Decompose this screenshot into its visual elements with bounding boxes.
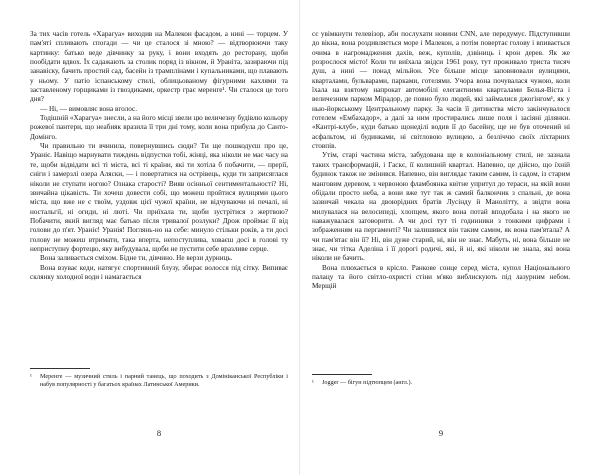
page-number: 8 (156, 428, 162, 438)
paragraph: За тих часів готель «Харагуа» виходив на Малекон фасадом, а нині — торцем. У пам'яті спливають спогади — чи це сталося зі мною? — відтворюючи таку картинку: батько веде дівчинку за руку, і вони входять до ресторану, щоби пообідати вдвох. Їх садажають за столик поряд із вікном, й Ураніта, зазираючи під занавіску, бачить простий сад, басейн із трамплінами і купальниками, що плавають у ньому. У патіо іспанському стилі, облицьованому фігурними кахлями та заставленому горщиками із гвоздиками, оркестр грає меренге¹. Чи сталося це того дня? (30, 30, 288, 104)
footnote-marker: ¹ (312, 379, 314, 386)
paragraph: Тодішній «Харагуа» знесли, а на його місці звели цю величезну будівлю кольору рожевої пантери, що неабияк вразила її три дні тому, коли вона прибула до Санто-Домінго. (30, 114, 288, 141)
right-footnote-block (312, 374, 570, 387)
footnote (30, 373, 288, 389)
page-number: 9 (438, 428, 444, 438)
footnote-rule (30, 368, 90, 369)
page-gutter (299, 0, 300, 475)
right-page-body (312, 30, 570, 292)
footnote-text: Меренге — музичний стиль і парний танець, що походить з Домініканської Республіки і набув популярності у багатьох країнах Латинської Америки. (40, 373, 288, 389)
footnote-text: Jogger — бігун підтюпцем (англ.). (322, 379, 413, 386)
paragraph: сє увімкнути телевізор, аби послухати новини CNN, але передумує. Підступивши до вікна, вона роздивляється море і Малекон, а потім повертає голову і впивається очима в нагромадження дахів, веж, куполів, дзвіниць і крон дерев. Як же розрослося місто! Коли ти виїхала звідси 1961 року, тут проживало триста тисяч душ, а нині — понад мільйон. Усе більше місце заповнювали вулицями, кварталами, бульварами, парками, готелями. Учора вона почувалася чужою, коли їхала на взятому напрокат автомобілі елегантними кварталами Белья-Віста і величезним парком Мірадор, де повно було людей, які займалися джогінгом¹, як у нью-йоркському Центральному парку. За часів її дитинства місто закінчувалося готелем «Ембахадор», а далі за ним простирались лише поля і засіяні ділянки. «Кантрі-клуб», куди батько щонеділі водив її до басейну, ще не був оточений ні асфальтом, ні будинками, ні світловою вулицею, а безліччю своїх ліхтарних стовпів. (312, 30, 570, 151)
footnote-marker: ¹ (30, 373, 32, 380)
left-page (30, 30, 288, 470)
paragraph: Вона заливається сміхом. Бідне ти, дівчино. Не верзи дурниць. (40, 254, 233, 263)
right-page (312, 30, 570, 470)
footnote (312, 379, 570, 387)
paragraph: Вона плюхається в крісло. Ранкове сонце серед міста, купол Національного палацу та його світло-охристі стіни м'яко виблискують під лазурним небом. Мерщій (312, 263, 570, 291)
paragraph: Чи правильно ти вчинила, повернувшись сюди? Ти ще пошкодуєш про це, Ураніє. Навіщо марнувати тиждень відпустки тобі, жінці, яка ніколи не має часу на те, щоби відвідати всі ті міста, всі ті країни, які ти хотіла б побачити, — прерії, сніги і замерзлі озера Аляски, — і повертатися на острівець, куди ти заприсяглася ніколи не ступати ногою? Ознака старості? Вияв осінньої сентиментальності? Ні, звичайна цікавість. Ти хочеш довести собі, що можеш пройтися вулицями цього міста, що вже не є твоїм, уздовж цієї чужої країни, не відчуваючи ні печалі, ні ностальгії, ні огиди, ні люті. Чи приїхала ти, щоби зустрітися з жертвою? Побачити, який вигляд має батько після тривалої розлуки? Дрож проймає її від голови до п'ят. Ураніє! Уранія! Поглянь-но на себе: минуло стільки років, а ти досі голову не можеш втримати, така вперта, непоступлива, ховаєш досі в голові ту неприступну фортецю, яку вибудувала, щоби не пустити себе вразливе серце. (30, 142, 288, 253)
paragraph: Утім, старі частина міста, забудована ще в колоніальному стилі, не зазнала таких трансформацій, і Гаскє, її колишній квартал. Напевно, це дійсно, що їхній будинок також не змінився. Напевно, він виглядає таким самим, із садом, із старим манговим деревом, з червоною фламбоянка квітне упритул до тераси, на якій вони обідали просто неба, а вони вже тут так ж самий балкончик з спальні, де вона зазвичай чекала на двоюрідних братів Лусінду й Манолітту, а звідти вона милувалася на велосипеді, хлопцем, якого вона потай вподобала і на якого не наважувалася заговорити. А чи досі тут ті годинники з тонкими цифрами і зображенням на пергаменті? Чи залишився він таким самим, як вона пам'ятала? А чи пам'ятає він її? Ні, він дуже старий, ні, він не знає. Мабуть, ні, вона більше не знає, чи тітка Аделіна і її дорогі родичі, які, й ні, які ніколи не знала, які вона ніколи не бачить. (312, 151, 570, 263)
left-footnote-block (30, 368, 288, 389)
paragraph: — Ні, — вимовляє вона вголос. (40, 104, 137, 113)
footnote-rule (312, 374, 372, 375)
paragraph: Вона взуває кеди, натягує спортивний блузу, збирає волосся під сітку. Випиває склянку холодної води і намагається (30, 263, 288, 281)
left-page-body (30, 30, 288, 282)
